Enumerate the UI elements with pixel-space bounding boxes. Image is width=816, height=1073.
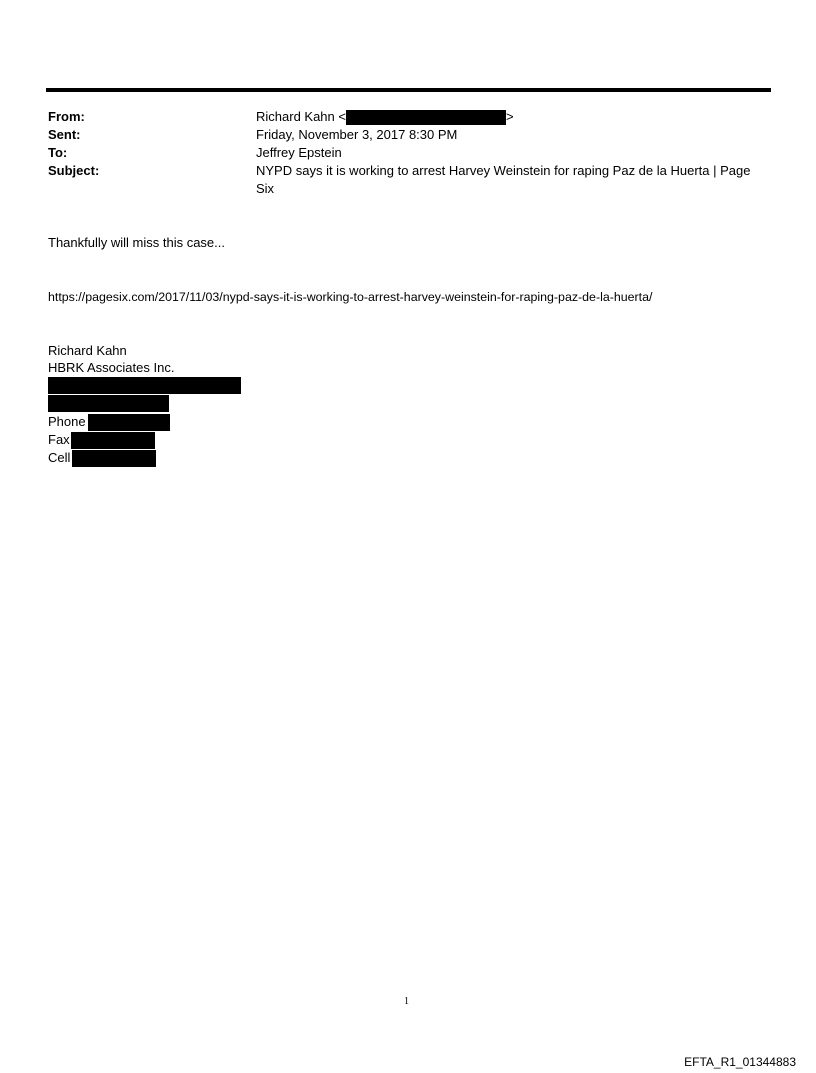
redaction-block xyxy=(88,414,170,431)
header-divider xyxy=(46,88,771,92)
from-value xyxy=(256,108,766,126)
subject-label: Subject: xyxy=(48,163,100,178)
cell-line xyxy=(48,449,156,467)
phone-line xyxy=(48,413,170,431)
redaction-block xyxy=(72,450,156,467)
from-close: > xyxy=(505,109,514,124)
to-label: To: xyxy=(48,145,68,160)
fax-label: Fax xyxy=(48,432,70,447)
redaction-block xyxy=(48,377,241,394)
fax-line xyxy=(48,431,155,449)
redaction-block xyxy=(346,110,506,125)
sent-value: Friday, November 3, 2017 8:30 PM xyxy=(256,127,458,142)
from-label: From: xyxy=(48,109,85,124)
sent-label: Sent: xyxy=(48,127,81,142)
signature-name: Richard Kahn xyxy=(48,343,127,358)
article-link[interactable]: https://pagesix.com/2017/11/03/nypd-says-it-is-working-to-arrest-harvey-weinstein-for-raping-paz-de-la-huerta/ xyxy=(48,290,653,304)
bates-number: EFTA_R1_01344883 xyxy=(684,1055,796,1069)
from-name: Richard Kahn < xyxy=(256,109,346,124)
to-value: Jeffrey Epstein xyxy=(256,145,342,160)
subject-value: NYPD says it is working to arrest Harvey Weinstein for raping Paz de la Huerta | Page Six xyxy=(256,163,751,196)
body-line: Thankfully will miss this case... xyxy=(48,235,225,250)
signature-company: HBRK Associates Inc. xyxy=(48,360,175,375)
redaction-block xyxy=(48,395,169,412)
page-number: 1 xyxy=(404,996,409,1007)
cell-label: Cell xyxy=(48,450,71,465)
phone-label: Phone xyxy=(48,414,86,429)
redaction-block xyxy=(71,432,155,449)
